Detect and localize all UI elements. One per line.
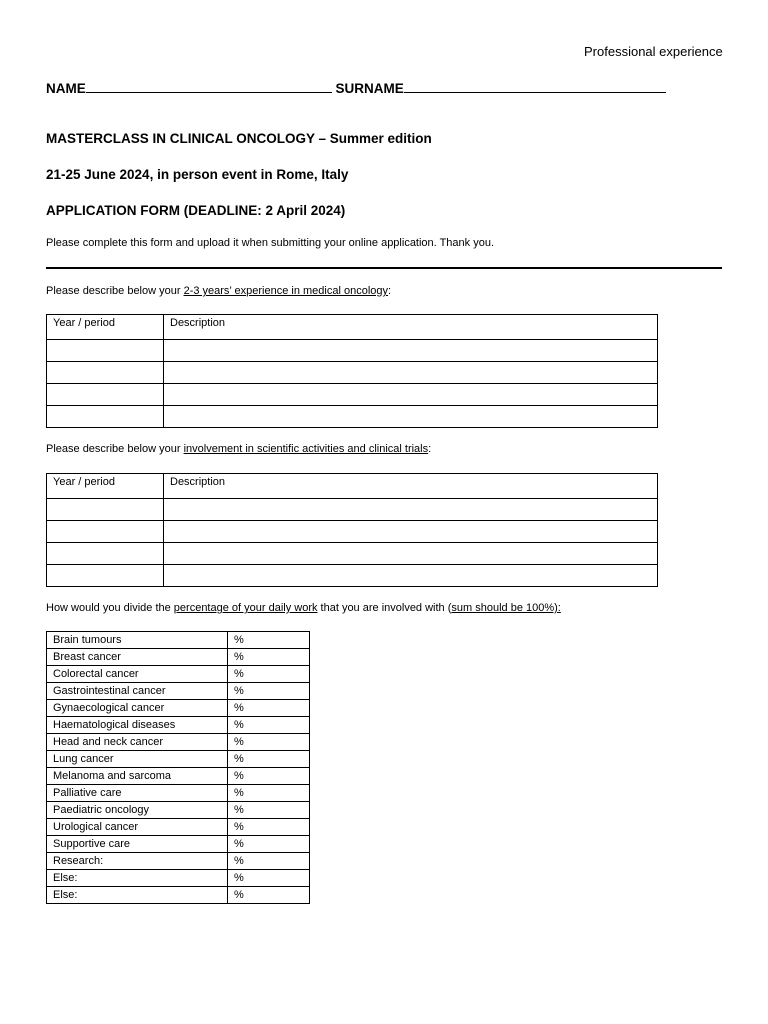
work-percentage-table [46,631,310,904]
percentage-field[interactable]: % [228,700,310,717]
percentage-field[interactable]: % [228,870,310,887]
percentage-row [47,632,310,649]
percentage-row [47,887,310,904]
area-label: Palliative care [47,785,228,802]
percentage-row [47,768,310,785]
percentage-row [47,836,310,853]
experience-prompt-text: Please describe below your [46,285,184,297]
year-cell[interactable] [47,384,164,406]
divider [46,267,722,269]
percentage-row [47,700,310,717]
activities-prompt-end: : [428,443,432,455]
name-label: NAME [46,81,86,96]
area-label: Supportive care [47,836,228,853]
name-field[interactable] [86,79,332,93]
course-dates: 21-25 June 2024, in person event in Rome, Italy [46,167,349,182]
percentage-field[interactable]: % [228,785,310,802]
percentage-prompt-sum-note: sum should be 100%): [451,602,561,614]
description-cell[interactable] [164,340,658,362]
work-percentage-prompt [46,602,561,614]
percentage-row [47,819,310,836]
percentage-field[interactable]: % [228,853,310,870]
scientific-activities-prompt [46,443,431,455]
description-cell[interactable] [164,521,658,543]
percentage-prompt-emphasis: percentage of your daily work [173,602,318,614]
percentage-row [47,785,310,802]
description-cell[interactable] [164,499,658,521]
percentage-row [47,853,310,870]
percentage-prompt-middle: that you are involved with ( [317,602,452,614]
column-header-year: Year / period [47,315,164,340]
name-line [46,79,666,96]
area-label: Colorectal cancer [47,666,228,683]
percentage-field[interactable]: % [228,887,310,904]
area-label: Breast cancer [47,649,228,666]
percentage-row [47,683,310,700]
percentage-field[interactable]: % [228,734,310,751]
form-title: APPLICATION FORM (DEADLINE: 2 April 2024) [46,203,346,218]
activities-prompt-text: Please describe below your [46,443,184,455]
area-label: Paediatric oncology [47,802,228,819]
year-cell[interactable] [47,521,164,543]
percentage-row [47,802,310,819]
percentage-row [47,717,310,734]
percentage-row [47,734,310,751]
activities-prompt-emphasis: involvement in scientific activities and clinical trials [183,443,429,455]
description-cell[interactable] [164,565,658,587]
surname-field[interactable] [404,79,666,93]
area-label: Gynaecological cancer [47,700,228,717]
document-header-label: Professional experience [584,44,723,59]
year-cell[interactable] [47,406,164,428]
instruction-text: Please complete this form and upload it when submitting your online application. Thank you. [46,237,495,249]
percentage-field[interactable]: % [228,717,310,734]
year-cell[interactable] [47,362,164,384]
percentage-field[interactable]: % [228,819,310,836]
year-cell[interactable] [47,499,164,521]
experience-table [46,314,658,428]
percentage-row [47,870,310,887]
scientific-activities-table [46,473,658,587]
description-cell[interactable] [164,384,658,406]
area-label: Urological cancer [47,819,228,836]
percentage-field[interactable]: % [228,751,310,768]
area-label: Research: [47,853,228,870]
area-label: Else: [47,887,228,904]
surname-label: SURNAME [335,81,404,96]
area-label: Brain tumours [47,632,228,649]
experience-prompt [46,285,391,297]
experience-prompt-emphasis: 2-3 years’ experience in medical oncology [183,285,389,297]
percentage-row [47,649,310,666]
percentage-field[interactable]: % [228,768,310,785]
area-label: Haematological diseases [47,717,228,734]
column-header-year: Year / period [47,474,164,499]
column-header-description: Description [164,474,658,499]
area-label: Lung cancer [47,751,228,768]
percentage-field[interactable]: % [228,836,310,853]
area-label: Melanoma and sarcoma [47,768,228,785]
course-title: MASTERCLASS IN CLINICAL ONCOLOGY – Summer edition [46,131,432,146]
description-cell[interactable] [164,543,658,565]
description-cell[interactable] [164,406,658,428]
year-cell[interactable] [47,565,164,587]
percentage-row [47,666,310,683]
area-label: Gastrointestinal cancer [47,683,228,700]
area-label: Else: [47,870,228,887]
percentage-field[interactable]: % [228,649,310,666]
year-cell[interactable] [47,543,164,565]
column-header-description: Description [164,315,658,340]
percentage-field[interactable]: % [228,802,310,819]
description-cell[interactable] [164,362,658,384]
percentage-field[interactable]: % [228,683,310,700]
percentage-field[interactable]: % [228,632,310,649]
percentage-prompt-text: How would you divide the [46,602,174,614]
experience-prompt-end: : [388,285,392,297]
percentage-row [47,751,310,768]
area-label: Head and neck cancer [47,734,228,751]
year-cell[interactable] [47,340,164,362]
percentage-field[interactable]: % [228,666,310,683]
